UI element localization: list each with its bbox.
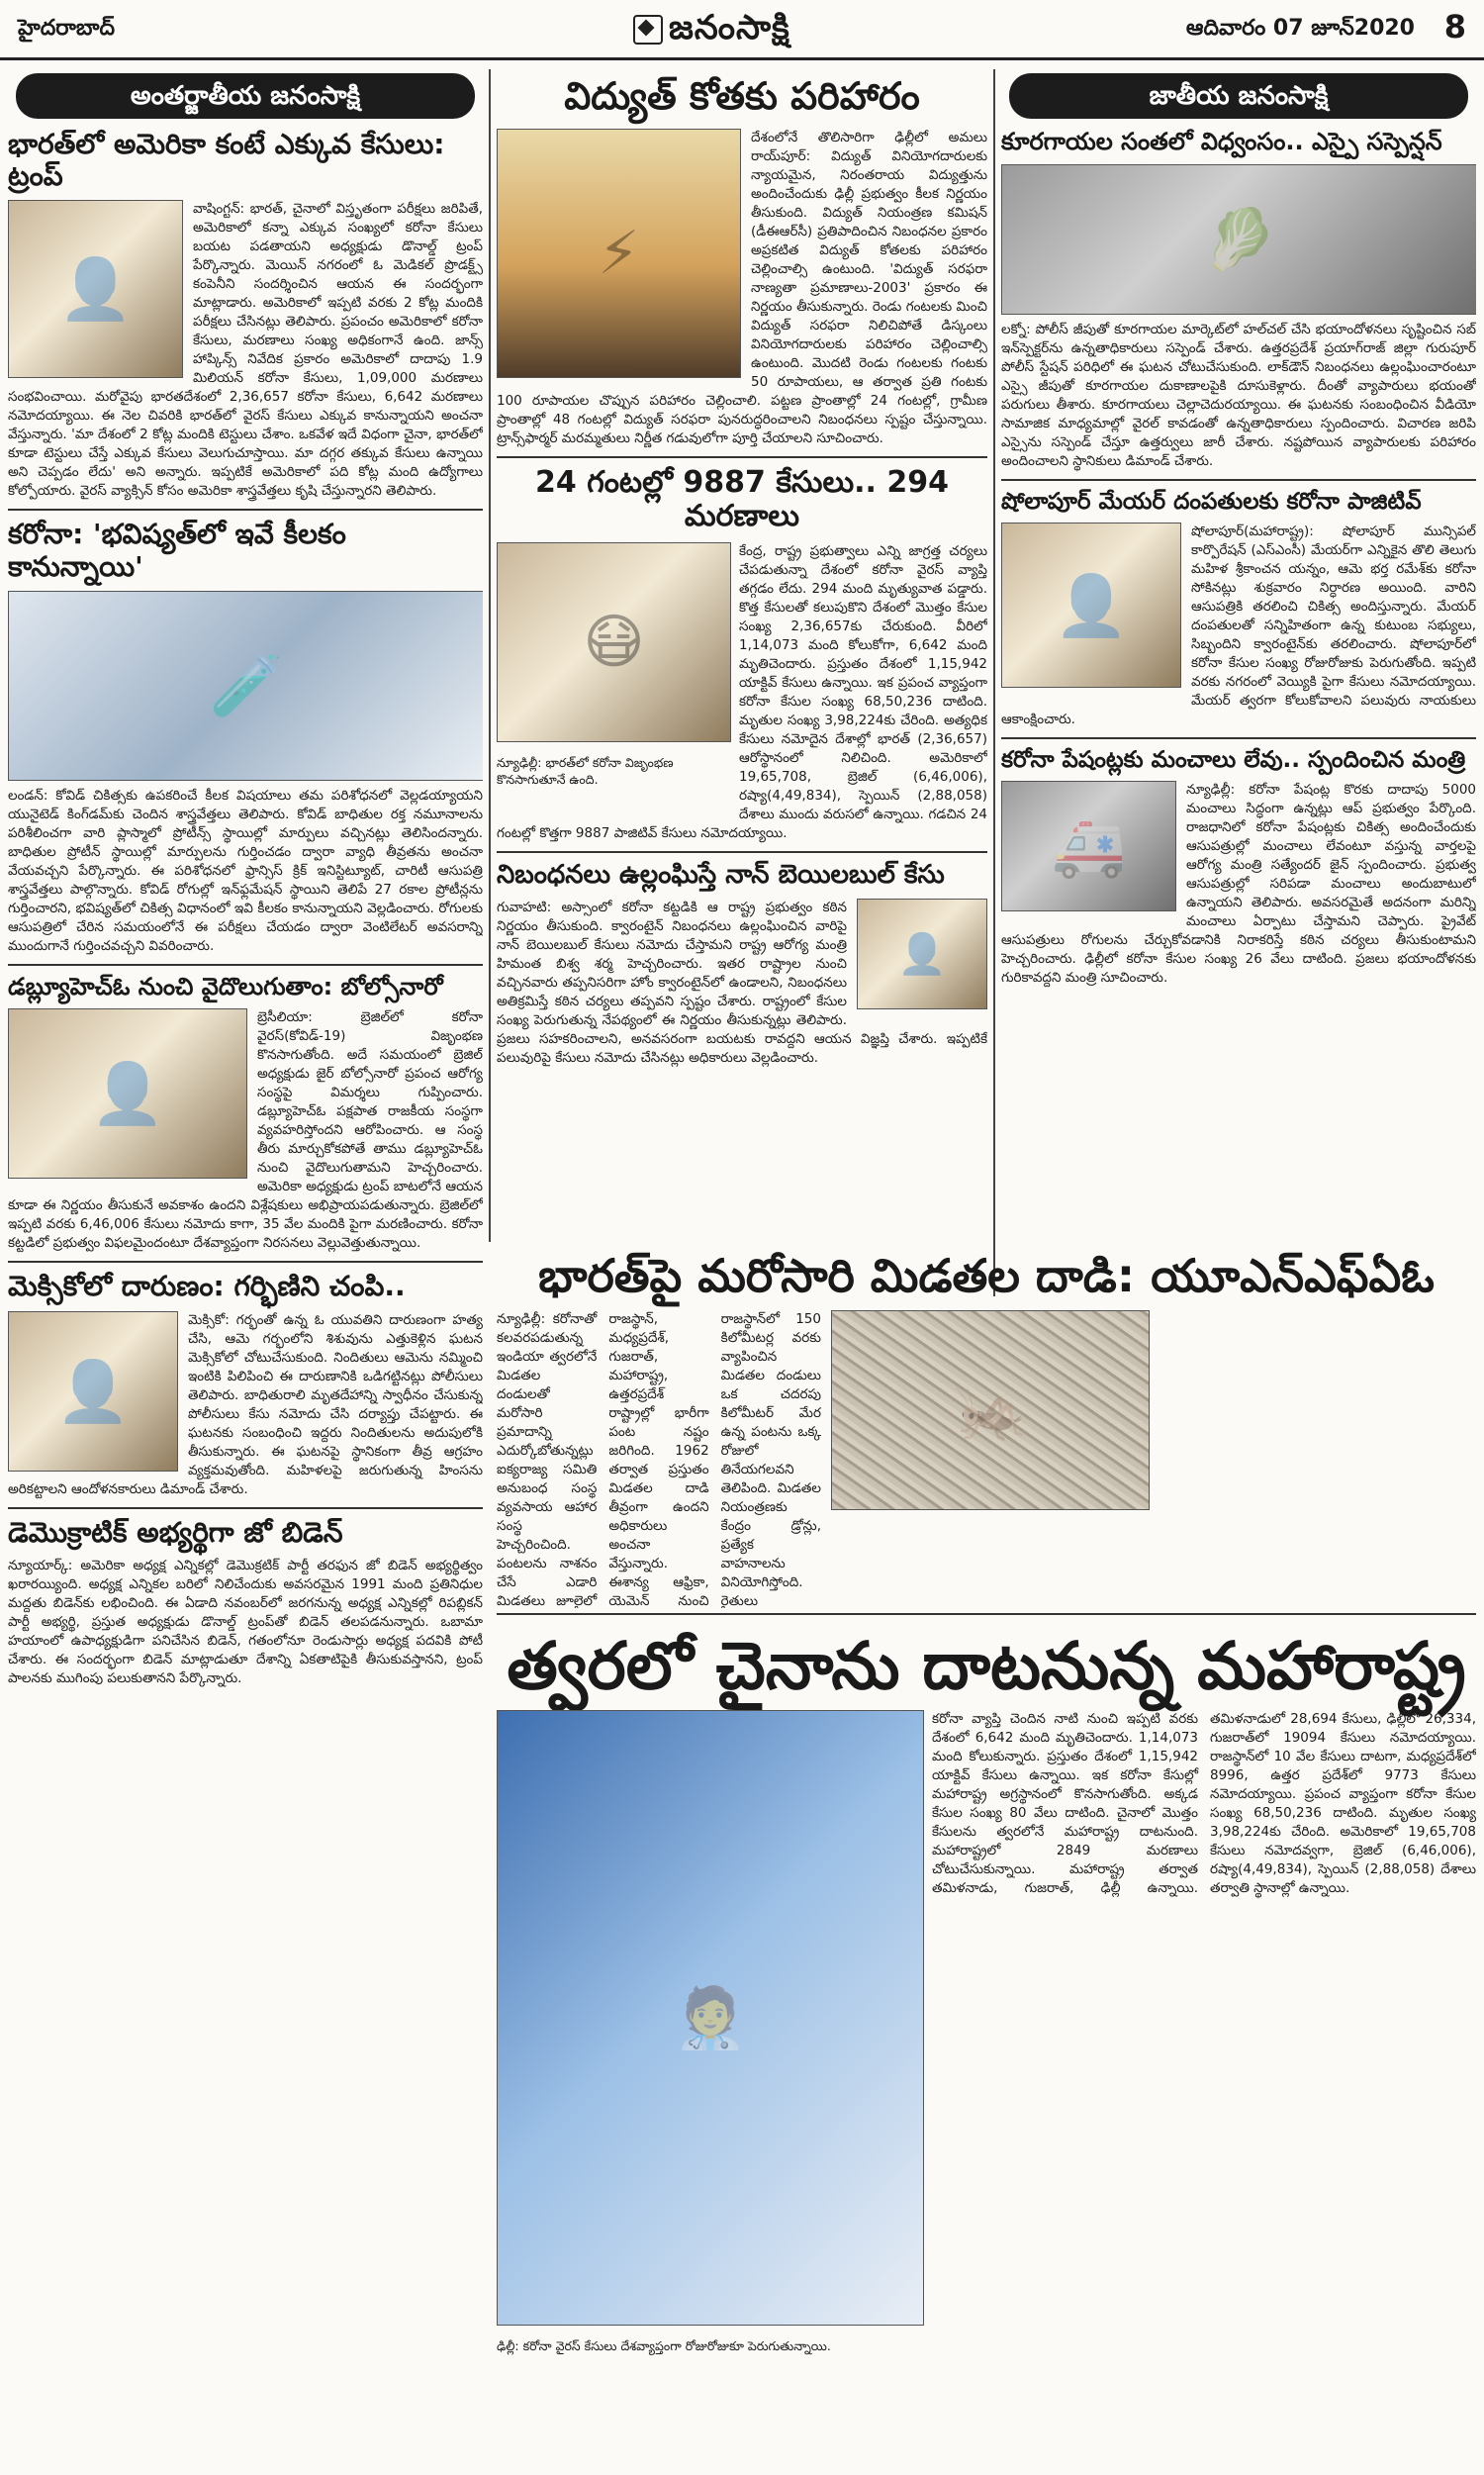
headline-beds[interactable]: కరోనా పేషంట్లకు మంచాలు లేవు.. స్పందించిన మంత్రి [1001, 747, 1466, 774]
body-cases: కేంద్ర, రాష్ట్ర ప్రభుత్వాలు ఎన్ని జాగ్రత్త చర్యలు చేపడుతున్నా దేశంలో కరోనా వైరస్‌ వ్యాప్తి తగ్గడం లేదు. 294 మంది మృత్యువాత పడ్డారు. కొత్త కేసులతో కలుపుకొని దేశంలో మొత్తం కేసుల సంఖ్య 2,36,657కు చేరుకుంది. వీరిలో 1,14,073 మంది కోలుకోగా, 6,642 మంది మృతిచెందారు. ప్రస్తుతం దేశంలో 1,15,942 యాక్టివ్‌ కేసులు ఉన్నాయి. ఇక ప్రపంచ వ్యాప్తంగా కరోనా కేసుల సంఖ్య 68,50,236 దాటింది. మృతుల సంఖ్య 3,98,224కు చేరింది. అత్యధిక కేసులు నమోదైన దేశాల్లో భారత్‌ (2,36,657) ఆరోస్థానంలో నిలిచింది. అమెరికాలో 19,65,708, బ్రెజిల్‌ (6,46,006), రష్యా(4,49,834), స్పెయిన్‌ (2,88,058) దేశాలు ముందు వరుసలో ఉన్నాయి. గడచిన 24 గంటల్లో కొత్తగా 9887 పాజిటివ్‌ కేసులు నమోదయ్యాయి. [497, 542, 987, 841]
person-icon: 👤 [897, 931, 947, 978]
national-column [1001, 69, 1476, 1286]
person-icon: 👤 [90, 1059, 165, 1129]
section-banner-international: అంతర్జాతీయ జనంసాక్షి [16, 73, 475, 119]
power-pole-icon: ⚡ [598, 218, 640, 288]
test-tube-icon: 🧪 [209, 651, 284, 721]
photo-masked-woman [497, 542, 731, 742]
body-mayor: షోలాపూర్‌(మహారాష్ట్ర): షోలాపూర్‌ మున్సిపల్‌ కార్పొరేషన్‌ (ఎస్‌ఎంసీ) మేయర్‌గా ఎన్నికైన తొలి తెలుగు మహిళ శ్రీకాంచన యన్నం, ఆమె భర్త రమేశ్‌కు కరోనా సోకినట్లు శుక్రవారం నిర్ధారణ అయింది. వారిని ఆసుపత్రికి తరలించి చికిత్స అందిస్తున్నారు. మేయర్‌ దంపతులతో సన్నిహితంగా ఉన్న కుటుంబ సభ్యులు, సిబ్బందిని క్వారంటైన్‌కు తరలించారు. షోలాపూర్‌లో కరోనా కేసుల సంఖ్య రోజురోజుకు పెరుగుతోంది. ఇప్పటి వరకు నగరంలో వెయ్యికి పైగా కేసులు నమోదయ్యాయి. మేయర్‌ త్వరగా కోలుకోవాలని పలువురు నాయకులు ఆకాంక్షించారు. [1001, 524, 1476, 728]
divider [8, 509, 483, 511]
caption-cases: న్యూఢిల్లీ: భారత్‌లో కరోనా విజృంభణ కొనసాగుతూనే ఉంది. [497, 755, 674, 788]
face-mask-icon: 😷 [583, 607, 645, 677]
photo-mayor [1001, 523, 1181, 688]
headline-maharashtra[interactable]: త్వరలో చైనాను దాటనున్న మహారాష్ట్ర [507, 1628, 1466, 1704]
headline-trump[interactable]: భారత్‌లో అమెరికా కంటే ఎక్కువ కేసులు: ట్రంప్ [8, 128, 445, 193]
center-column [497, 69, 987, 1232]
headline-locusts[interactable]: భారత్‌పై మరోసారి మిడతల దాడి: యూఎన్‌ఎఫ్‌ఏఓ [538, 1249, 1435, 1302]
photo-mexico [8, 1311, 178, 1472]
body-biden: న్యూయార్క్‌: అమెరికా అధ్యక్ష ఎన్నికల్లో డెమొక్రటిక్‌ పార్టీ తరఫున జో బిడెన్‌ అభ్యర్థిత్వం ఖరారయ్యింది. అధ్యక్ష ఎన్నికల బరిలో నిలిచేందుకు అవసరమైన 1991 మంది ప్రతినిధుల మద్దతు బిడెన్‌కు లభించింది. ఈ ఏడాది నవంబర్‌లో జరగనున్న అధ్యక్ష ఎన్నికల్లో రిపబ్లికన్‌ పార్టీ అభ్యర్థి, ప్రస్తుత అధ్యక్షుడు డొనాల్డ్‌ ట్రంప్‌తో బిడెన్‌ తలపడనున్నారు. ఒబామా హయాంలో ఉపాధ్యక్షుడిగా పనిచేసిన బిడెన్‌, గతంలోనూ రెండుసార్లు అధ్యక్ష పదవికి పోటీ చేశారు. ఈ సందర్భంగా బిడెన్‌ మాట్లాడుతూ దేశాన్ని ఏకతాటిపైకి తీసుకువస్తానని, ట్రంప్‌ పాలనకు ముగింపు పలుకుతానని పేర్కొన్నారు. [8, 1557, 483, 1686]
divider [1001, 737, 1476, 739]
divider [497, 851, 987, 853]
photo-bolsonaro [8, 1008, 247, 1179]
masthead [0, 0, 1484, 60]
headline-vegetable-market[interactable]: కూరగాయల సంతలో విధ్వంసం.. ఎస్పై సస్పెన్షన్‌ [1001, 128, 1442, 155]
body-maharashtra: కరోనా వ్యాప్తి చెందిన నాటి నుంచి ఇప్పటి వరకు దేశంలో 6,642 మంది మృతిచెందారు. 1,14,073 మంది కోలుకున్నారు. ప్రస్తుతం దేశంలో 1,15,942 యాక్టివ్‌ కేసులు ఉన్నాయి. ఇక కరోనా కేసుల్లో మహారాష్ట్ర అగ్రస్థానంలో కొనసాగుతోంది. అక్కడ కేసుల సంఖ్య 80 వేలు దాటింది. చైనాలో మొత్తం కేసులను త్వరలోనే మహారాష్ట్ర దాటనుంది. మహారాష్ట్రలో 2849 మరణాలు చోటుచేసుకున్నాయి. మహారాష్ట్ర తర్వాత తమిళనాడు, గుజరాత్‌, ఢిల్లీ ఉన్నాయి. తమిళనాడులో 28,694 కేసులు, ఢిల్లీలో 26,334, గుజరాత్‌లో 19094 కేసులు నమోదయ్యాయి. రాజస్థాన్‌లో 10 వేల కేసులు దాటగా, మధ్యప్రదేశ్‌లో 8996, ఉత్తర ప్రదేశ్‌లో 9773 కేసులు నమోదయ్యాయి. ప్రపంచ వ్యాప్తంగా కరోనా కేసుల సంఖ్య 68,50,236 దాటింది. మృతుల సంఖ్య 3,98,224కు చేరింది. అమెరికాలో 19,65,708 కేసులు నమోదవ్వగా, బ్రెజిల్‌ (6,46,006), రష్యా(4,49,834), స్పెయిన్‌ (2,88,058) దేశాలు తర్వాతి స్థానాల్లో ఉన్నాయి. [932, 1710, 1476, 1896]
body-trump: వాషింగ్టన్‌: భారత్‌, చైనాలో విస్తృతంగా పరీక్షలు జరిపితే, అమెరికాలో కన్నా ఎక్కువ సంఖ్యలో కరోనా కేసులు బయట పడతాయని అధ్యక్షుడు డొనాల్డ్‌ ట్రంప్‌ పేర్కొన్నారు. మెయిన్‌ నగరంలో ఓ మెడికల్‌ ప్రొడక్ట్స్‌ కంపెనీని సందర్శించిన ఆయన ఈ సందర్భంగా మాట్లాడారు. అమెరికాలో ఇప్పటి వరకు 2 కోట్ల మందికి పరీక్షలు చేసినట్లు తెలిపారు. ప్రపంచం అమెరికాలో కరోనా కేసులు, మరణాలు సంఖ్య అధికంగానే ఉంది. జాన్స్‌ హాప్కిన్స్‌ నివేదిక ప్రకారం అమెరికాలో దాదాపు 1.9 మిలియన్‌ కరోనా కేసులు, 1,09,000 మరణాలు సంభవించాయి. మరోవైపు భారతదేశంలో 2,36,657 కరోనా కేసులు, 6,642 మరణాలు నమోదయ్యాయి. ఈ నెల చివరికి భారత్‌లో వైరస్‌ కేసులు ఎక్కువ కానున్నాయని అంచనా వేస్తున్నారు. 'మా దేశంలో 2 కోట్ల మందికి టెస్టులు చేశాం. ఒకవేళ ఇదే విధంగా చైనా, భారత్‌లో కూడా టెస్టులు చేస్తే ఎక్కువ కేసులు వెలుగుచూస్తాయి. మా దగ్గర తక్కువ కేసులు ఉన్నాయి అని చెప్పడం లేదు' అని అన్నారు. ఇప్పటికే అమెరికాలో పది కోట్ల మంది ఉద్యోగాలు కోల్పోయారు. వైరస్‌ వ్యాక్సిన్‌ కోసం అమెరికా శాస్త్రవేత్తలు కృషి చేస్తున్నారని తెలిపారు. [8, 201, 483, 500]
article-biden [8, 1517, 483, 1688]
divider [1001, 479, 1476, 481]
body-covid-key: లండన్‌: కోవిడ్‌ చికిత్సకు ఉపకరించే కీలక విషయాలు తమ పరిశోధనలో వెల్లడయ్యాయని యునైటెడ్‌ కింగ్‌డమ్‌కు చెందిన శాస్త్రవేత్తలు తెలిపారు. కోవిడ్‌ బాధితుల రక్త నమూనాలను పరిశీలించగా వారి ప్లాస్మాలో ప్రోటీన్స్‌ స్థాయిల్లో మార్పులు వచ్చినట్లు తెలిసిందన్నారు. బాధితుల ప్రోటీన్‌ స్థాయిల్లో మార్పులను గుర్తించడం ద్వారా వ్యాధి తీవ్రతను అంచనా వేయవచ్చని పేర్కొన్నారు. ఈ పరిశోధనలో ఫ్రాన్సిస్‌ క్రిక్‌ ఇనిస్టిట్యూట్‌, చారిటీ ఆసుపత్రి శాస్త్రవేత్తలు పాల్గొన్నారు. కోవిడ్‌ రోగుల్లో ఇన్‌ఫ్లమేషన్‌ స్థాయిని తెలిపే 27 రకాల ప్రోటీన్లను గుర్తించారని, భవిష్యత్‌లో చికిత్స విధానంలో ఇవి కీలకం కానున్నాయని వెల్లడించారు. రోగులకు ఆసుపత్రిలో చేరిన సమయంలోనే ఈ పరీక్షలు చేయడం ద్వారా వెంటిలేటర్‌ అవసరాన్ని ముందుగానే గుర్తించవచ్చని వివరించారు. [8, 787, 483, 954]
photo-block-ppe [497, 1710, 922, 2367]
body-bolsonaro: బ్రెసీలియా: బ్రెజిల్‌లో కరోనా వైరస్‌(కోవిడ్‌-19) విజృంభణ కొనసాగుతోంది. అదే సమయంలో బ్రెజిల్‌ అధ్యక్షుడు జైర్‌ బోల్సోనారో ప్రపంచ ఆరోగ్య సంస్థపై విమర్శలు గుప్పించారు. డబ్ల్యూహెచ్‌ఓ పక్షపాత రాజకీయ సంస్థగా వ్యవహరిస్తోందని ఆరోపించారు. ఆ సంస్థ తీరు మార్చుకోకపోతే తాము డబ్ల్యూహెచ్‌ఓ నుంచి వైదొలుగుతామని హెచ్చరించారు. అమెరికా అధ్యక్షుడు ట్రంప్‌ బాటలోనే ఆయన కూడా ఈ నిర్ణయం తీసుకునే అవకాశం ఉందని విశ్లేషకులు అభిప్రాయపడుతున్నారు. బ్రెజిల్‌లో ఇప్పటి వరకు 6,46,006 కేసులు నమోదు కాగా, 35 వేల మందికి పైగా మరణించారు. కరోనా కట్టడిలో ప్రభుత్వం విఫలమైందంటూ దేశవ్యాప్తంగా నిరసనలు వెల్లువెత్తుతున్నాయి. [8, 1009, 483, 1252]
photo-block-mask [497, 542, 729, 801]
article-trump [8, 129, 483, 501]
photo-ppe-worker [497, 1710, 924, 2326]
headline-mexico[interactable]: మెక్సికోలో దారుణం: గర్భిణిని చంపి.. [8, 1270, 406, 1303]
issue-date: ఆదివారం 07 జూన్2020 [1185, 16, 1415, 41]
newspaper-logo-icon [633, 15, 663, 45]
body-vegetable-market: లక్నో: పోలీస్‌ జీపుతో కూరగాయల మార్కెట్‌లో హల్‌చల్‌ చేసి భయాందోళనలు సృష్టించిన సబ్‌ ఇన్‌స్పెక్టర్‌ను ఉన్నతాధికారులు సస్పెండ్‌ చేశారు. ఉత్తరప్రదేశ్‌ ప్రయాగ్‌రాజ్‌ జిల్లా గురుపూర్‌ పోలీస్‌ స్టేషన్‌ పరిధిలో ఈ ఘటన చోటుచేసుకుంది. లాక్‌డౌన్‌ నిబంధనలు ఉల్లంఘించారంటూ ఎస్సై జీపుతో కూరగాయల దుకాణాలపైకి దూసుకెళ్లారు. దీంతో వ్యాపారులు భయంతో పరుగులు తీశారు. కూరగాయలు చెల్లాచెదురయ్యాయి. ఈ ఘటనకు సంబంధించిన వీడియో సామాజిక మాధ్యమాల్లో వైరల్‌ కావడంతో ఉన్నతాధికారులు స్పందించారు. విచారణ జరిపి ఎస్సైను సస్పెండ్‌ చేస్తూ ఉత్తర్వులు జారీ చేశారు. నష్టపోయిన వ్యాపారులకు పరిహారం అందించాలని స్థానికులు డిమాండ్‌ చేశారు. [1001, 321, 1476, 469]
photo-minister [857, 899, 987, 1009]
city-label: హైదరాబాద్ [18, 16, 115, 41]
article-bolsonaro [8, 974, 483, 1254]
body-mexico: మెక్సికో: గర్భంతో ఉన్న ఓ యువతిని దారుణంగా హత్య చేసి, ఆమె గర్భంలోని శిశువును ఎత్తుకెళ్లిన ఘటన మెక్సికోలో చోటుచేసుకుంది. నిందితులు ఆమెను నమ్మించి ఇంటికి పిలిపించి ఈ దారుణానికి ఒడిగట్టినట్లు పోలీసులు తెలిపారు. బాధితురాలి మృతదేహాన్ని స్వాధీనం చేసుకున్న పోలీసులు కేసు నమోదు చేసి దర్యాప్తు చేపట్టారు. ఈ ఘటనకు సంబంధించి ఇద్దరు నిందితులను అదుపులోకి తీసుకున్నారు. ఈ ఘటనపై స్థానికంగా తీవ్ర ఆగ్రహం వ్యక్తమవుతోంది. మహిళలపై జరుగుతున్న హింసను అరికట్టాలని ఆందోళనకారులు డిమాండ్‌ చేశారు. [8, 1311, 483, 1497]
ppe-suit-icon: 🧑‍⚕️ [673, 1983, 748, 2053]
article-covid-key [8, 519, 483, 955]
divider [8, 964, 483, 966]
divider [8, 1507, 483, 1509]
article-cases [497, 466, 987, 843]
article-maharashtra [497, 1623, 1476, 2464]
international-column [8, 69, 483, 2465]
body-beds: న్యూఢిల్లీ: కరోనా పేషంట్ల కొరకు దాదాపు 5000 మంచాలు సిద్ధంగా ఉన్నట్లు ఆప్‌ ప్రభుత్వం పేర్కొంది. రాజధానిలో కరోనా పేషంట్లకు చికిత్స అందించేందుకు ఆసుపత్రుల్లో మంచాలు లేవంటూ వస్తున్న వార్తలపై ఆరోగ్య మంత్రి సత్యేందర్‌ జైన్‌ స్పందించారు. ప్రభుత్వ ఆసుపత్రుల్లో సరిపడా మంచాలు అందుబాటులో ఉన్నాయని తెలిపారు. అవసరమైతే అదనంగా మరిన్ని మంచాలు ఏర్పాటు చేస్తామని చెప్పారు. ప్రైవేట్‌ ఆసుపత్రులు రోగులను చేర్చుకోవడానికి నిరాకరిస్తే కఠిన చర్యలు తీసుకుంటామని హెచ్చరించారు. ఢిల్లీలో కరోనా కేసుల సంఖ్య 26 వేలు దాటింది. ప్రజలు భయాందోళనకు గురికావద్దని మంత్రి సూచించారు. [1001, 782, 1476, 987]
caption-maharashtra: ఢిల్లీ: కరోనా వైరస్‌ కేసులు దేశవ్యాప్తంగా రోజురోజుకూ పెరుగుతున్నాయి. [497, 2338, 831, 2354]
column-rule-left [489, 69, 491, 1242]
headline-covid-key[interactable]: కరోనా: 'భవిష్యత్‌లో ఇవే కీలకం కానున్నాయి' [8, 518, 346, 583]
brand-title [633, 8, 790, 55]
person-icon: 👤 [1054, 571, 1129, 641]
divider [497, 456, 987, 458]
photo-market [1001, 164, 1476, 315]
vegetable-icon: 🥬 [1202, 205, 1277, 275]
article-locusts [497, 1242, 1476, 1608]
locust-icon: 🦗 [953, 1376, 1028, 1446]
photo-power-lines [497, 129, 741, 378]
article-mexico [8, 1271, 483, 1498]
headline-bolsonaro[interactable]: డబ్ల్యూహెచ్‌ఓ నుంచి వైదొలుగుతాం: బోల్సోనారో [8, 972, 443, 1000]
article-mayor [1001, 489, 1476, 729]
headline-power-cut[interactable]: విద్యుత్‌ కోతకు పరిహారం [564, 74, 920, 118]
brand-name: జనంసాక్షి [669, 8, 790, 48]
photo-lab [8, 591, 483, 781]
page-number: 8 [1443, 8, 1466, 46]
body-nonbailable: గువాహటి: అస్సాంలో కరోనా కట్టడికి ఆ రాష్ట్ర ప్రభుత్వం కఠిన నిర్ణయం తీసుకుంది. క్వారంటైన్‌ నిబంధనలు ఉల్లంఘించిన వారిపై నాన్‌ బెయిలబుల్‌ కేసులు నమోదు చేస్తామని రాష్ట్ర ఆరోగ్య మంత్రి హిమంత బిశ్వ శర్మ హెచ్చరించారు. ఇతర రాష్ట్రాల నుంచి వచ్చినవారు తప్పనిసరిగా హోం క్వారంటైన్‌లో ఉండాలని, నిబంధనలు అతిక్రమిస్తే కఠిన చర్యలు తప్పవని స్పష్టం చేశారు. రాష్ట్రంలో కేసుల సంఖ్య పెరుగుతున్న నేపథ్యంలో ఈ నిర్ణయం తీసుకున్నట్లు తెలిపారు. ప్రజలు సహకరించాలని, అనవసరంగా బయటకు రావద్దని ఆయన విజ్ఞప్తి చేశారు. ఇప్పటికే పలువురిపై కేసులు నమోదు చేసినట్లు అధికారులు వెల్లడించారు. [497, 899, 987, 1066]
person-icon: 👤 [55, 1357, 131, 1427]
headline-cases[interactable]: 24 గంటల్లో 9887 కేసులు.. 294 మరణాలు [535, 464, 949, 534]
photo-locusts [831, 1310, 1150, 1510]
person-icon: 👤 [58, 254, 133, 325]
headline-mayor[interactable]: షోలాపూర్‌ మేయర్‌ దంపతులకు కరోనా పాజిటివ్‌ [1001, 488, 1422, 515]
body-locusts: న్యూఢిల్లీ: కరోనాతో కలవరపడుతున్న ఇండియా త్వరలోనే మిడతల దండులతో మరోసారి ప్రమాదాన్ని ఎదుర్కోబోతున్నట్లు ఐక్యరాజ్య సమితి అనుబంధ సంస్థ వ్యవసాయ ఆహార సంస్థ హెచ్చరించింది. పంటలను నాశనం చేసే ఎడారి మిడతలు జూలైలో రాజస్థాన్‌, మధ్యప్రదేశ్‌, గుజరాత్‌, మహారాష్ట్ర, ఉత్తరప్రదేశ్‌ రాష్ట్రాల్లో భారీగా పంట నష్టం జరిగింది. 1962 తర్వాత ప్రస్తుతం మిడతల దాడి తీవ్రంగా ఉందని అధికారులు అంచనా వేస్తున్నారు. ఈశాన్య ఆఫ్రికా, యెమెన్‌ నుంచి రాజస్థాన్‌లో 150 కిలోమీటర్ల వరకు వ్యాపించిన మిడతల దండులు ఒక చదరపు కిలోమీటర్‌ మేర ఉన్న పంటను ఒక్క రోజులో తినేయగలవని తెలిపింది. మిడతల నియంత్రణకు కేంద్రం డ్రోన్లు, ప్రత్యేక వాహనాలను వినియోగిస్తోంది. రైతులు [497, 1310, 821, 1608]
body-power-cut: దేశంలోనే తొలిసారిగా ఢిల్లీలో అమలు రాయ్‌పూర్‌: విద్యుత్‌ వినియోగదారులకు న్యాయమైన, నిరంతరాయ విద్యుత్తును అందించేందుకు ఢిల్లీ ప్రభుత్వం కీలక నిర్ణయం తీసుకుంది. విద్యుత్‌ నియంత్రణ కమిషన్‌ (డీఈఆర్‌సీ) ప్రతిపాదించిన నిబంధనల ప్రకారం అప్రకటిత విద్యుత్‌ కోతలకు పరిహారం చెల్లించాల్సి ఉంటుంది. 'విద్యుత్‌ సరఫరా నాణ్యతా ప్రమాణాలు-2003' ప్రకారం ఈ నిర్ణయం తీసుకున్నారు. రెండు గంటలకు మించి విద్యుత్‌ సరఫరా నిలిచిపోతే డిస్కంలు వినియోగదారులకు పరిహారం చెల్లించాల్సి ఉంటుంది. మొదటి రెండు గంటలకు గంటకు 50 రూపాయలు, ఆ తర్వాత ప్రతి గంటకు 100 రూపాయల చొప్పున పరిహారం చెల్లించాలి. పట్టణ ప్రాంతాల్లో 24 గంటల్లో, గ్రామీణ ప్రాంతాల్లో 48 గంటల్లో విద్యుత్‌ సరఫరా పునరుద్ధరించాలని నిబంధనలు స్పష్టం చేస్తున్నాయి. ట్రాన్స్‌ఫార్మర్‌ మరమ్మతులు నిర్ణీత గడువులోగా పూర్తి చేయాలని సూచించారు. [497, 129, 987, 446]
section-banner-national: జాతీయ జనంసాక్షి [1009, 73, 1468, 119]
column-rule-right [993, 69, 995, 1296]
ambulance-icon: 🚑 [1052, 811, 1126, 882]
article-vegetable-market [1001, 129, 1476, 471]
photo-ambulance [1001, 781, 1176, 911]
divider [8, 1261, 483, 1263]
divider [497, 1613, 1476, 1615]
headline-biden[interactable]: డెమొక్రాటిక్‌ అభ్యర్థిగా జో బిడెన్‌ [8, 1515, 343, 1549]
headline-nonbailable[interactable]: నిబంధనలు ఉల్లంఘిస్తే నాన్‌ బెయిలబుల్‌ కేసు [497, 859, 945, 890]
article-beds [1001, 747, 1476, 988]
photo-trump [8, 200, 183, 378]
article-power-cut [497, 75, 987, 448]
article-nonbailable [497, 861, 987, 1068]
